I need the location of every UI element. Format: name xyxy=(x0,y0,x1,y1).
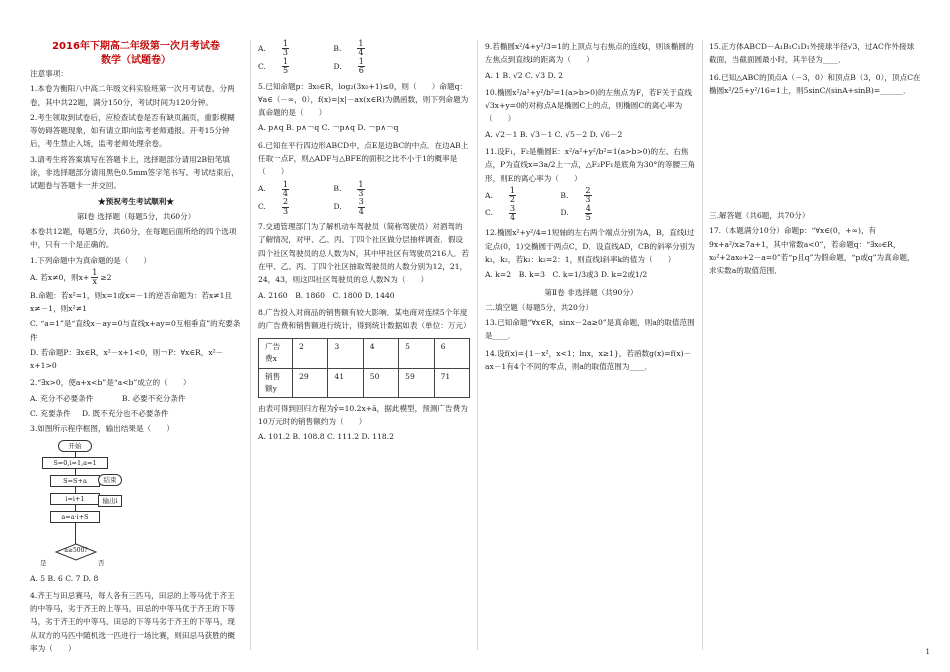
note-3: 3.请考生将答案填写在答题卡上，选择题部分请用2B铅笔填涂，非选择题部分请用黑色0.5mm签字笔书写。考试结束后，试题卷与答题卡一并交回。 xyxy=(30,154,239,191)
table-cell: 2 xyxy=(293,339,328,368)
option-fraction xyxy=(282,181,303,199)
q4-stem-start xyxy=(30,589,242,653)
table-row xyxy=(259,368,470,397)
flowchart xyxy=(36,440,126,566)
q7-stem: 7.交通管理部门为了解机动车驾驶员（简称驾驶员）对酒驾的了解情况，对甲、乙、丙、丁四个社区做分层抽样调查．假设四个社区驾驶员的总人数为N，其中甲社区有驾驶员216人．若在甲、乙、丙、丁四个社区抽取驾驶员的人数分别为12，21，24，43，则这四社区驾驶员的总人数N为（ ） xyxy=(258,222,469,285)
q11-option-c xyxy=(485,205,544,223)
q2-option-c: C. 充要条件 xyxy=(30,408,71,418)
option-label: D. xyxy=(333,61,342,71)
q2-option-a: A. 充分不必要条件 xyxy=(30,393,94,403)
frac-denominator: 3 xyxy=(282,206,289,216)
option-label: D. xyxy=(333,202,342,212)
q6-options xyxy=(258,181,470,217)
q11-option-d xyxy=(560,205,619,223)
column-divider xyxy=(702,40,703,650)
frac-denominator: 3 xyxy=(358,188,364,198)
frac-numerator: 1 xyxy=(282,179,288,189)
q5-stem: 5.已知命题p：∃x₀∈R，log₂(3x₀+1)≤0，则（ ）命题q：∀a∈（－∞，0），f(x)=|x|－ax(x∈R)为偶函数，则下列命题为真命题的是（ ） xyxy=(258,81,469,118)
fill-heading: 二.填空题（每题5分，共20分） xyxy=(485,302,594,312)
option-fraction xyxy=(358,198,379,216)
option-label: C. xyxy=(258,61,266,71)
page-number: 1 xyxy=(925,647,930,656)
q5-options: A. p∧q B. p∧￢q C. ￢p∧q D. ￢p∧￢q xyxy=(258,123,399,133)
flow-output: 输出i xyxy=(98,495,122,508)
q6-option-b xyxy=(333,181,392,199)
flow-end: 结束 xyxy=(98,474,122,487)
option-fraction xyxy=(282,40,303,58)
flow-update: a=a·i+S xyxy=(50,511,100,524)
frac-denominator: 2 xyxy=(509,195,515,205)
frac-denominator: 5 xyxy=(585,212,591,222)
notes-heading: 注意事项： xyxy=(30,69,68,78)
q6-option-d xyxy=(333,198,392,216)
part1-heading: 第Ⅰ卷 选择题（每题5分，共60分） xyxy=(76,211,196,221)
q10-stem: 10.椭圆x²/a²+y²/b²=1(a>b>0)的左焦点为F，若F关于直线√3x+y=0的对称点A是椭圆C上的点，则椭圆C的离心率为（ ） xyxy=(485,87,693,124)
q10-options: A. √2－1 B. √3－1 C. √5－2 D. √6－2 xyxy=(485,129,623,139)
flow-increment: i=i+1 xyxy=(50,493,100,506)
option-fraction xyxy=(282,198,303,216)
frac-numerator: 4 xyxy=(585,203,591,213)
option-label: C. xyxy=(485,208,493,218)
table-cell: 29 xyxy=(293,368,328,397)
q1-option-d: D. 若命题P：∃x∈R，x²－x+1<0，则￢P：∀x∈R，x²－x+1>0 xyxy=(30,347,224,371)
q1-option-a xyxy=(30,269,242,287)
frac-numerator: 1 xyxy=(358,56,364,66)
frac-numerator: 1 xyxy=(282,39,288,48)
frac-denominator: x xyxy=(92,277,98,287)
q12-options: A. k=2 B. k=3 C. k=1/3或3 D. k=2或1/2 xyxy=(485,270,648,280)
part2-heading: 第Ⅱ卷 非选择题（共90分） xyxy=(544,287,638,297)
q16-text: 16.已知△ABC的顶点A（－3，0）和顶点B（3，0），顶点C在椭圆x²/25+y²/16=1上，则5sinC/(sinA+sinB)=______． xyxy=(709,72,921,95)
option-fraction xyxy=(282,58,303,76)
frac-numerator: 3 xyxy=(358,197,364,207)
q11-options xyxy=(485,187,697,223)
frac-numerator: 2 xyxy=(282,197,289,207)
q12-stem: 12.椭圆x²+y²/4=1短轴的左右两个端点分别为A，B，直线l过定点(0，1)交椭圆于两点C，D．设直线AD，CB的斜率分别为k₁，k₂，若k₁：k₂=2：1，则直线l斜率k的值为（ ） xyxy=(485,228,695,264)
q8-stem: 8.广告投入对商品的销售额有较大影响．某电商对连续5个年度的广告费和销售额进行统计，得到统计数据如表（单位：万元） xyxy=(258,307,471,331)
frac-denominator: 4 xyxy=(358,206,364,216)
ad-sales-table xyxy=(258,338,470,398)
table-cell: 50 xyxy=(363,368,398,397)
flow-yes-label: 是 xyxy=(40,558,47,567)
table-header-cell: 广告费x xyxy=(259,339,293,368)
column-divider xyxy=(477,40,478,650)
blank-space xyxy=(709,99,921,209)
q9-stem: 9.若椭圆x²/4+y²/3=1的上顶点与右焦点的连线l，则该椭圆的左焦点到直线l的距离为（ ） xyxy=(485,42,694,65)
option-label: B. xyxy=(333,43,342,53)
title-line-2: 数学（试题卷） xyxy=(101,54,171,66)
flow-condition: a≥500? xyxy=(64,546,88,554)
q8-options: A. 101.2 B. 108.8 C. 111.2 D. 118.2 xyxy=(258,432,394,442)
q4-option-c xyxy=(258,58,317,76)
q2-stem: 2.“∃x>0，使a+x<b”是“a<b”成立的（ ） xyxy=(30,378,191,388)
option-label: B. xyxy=(333,184,342,194)
q2-option-d: D. 既不充分也不必要条件 xyxy=(82,408,169,418)
table-header-cell: 销售额y xyxy=(259,368,293,397)
column-1 xyxy=(30,40,242,653)
flow-sum: S=S+a xyxy=(50,475,100,488)
option-fraction xyxy=(585,205,606,223)
q6-option-a xyxy=(258,181,317,199)
table-cell: 5 xyxy=(399,339,434,368)
frac-numerator: 1 xyxy=(358,179,364,189)
part3-heading: 三.解答题（共6题，共70分） xyxy=(709,211,810,221)
q2-options-cd xyxy=(30,407,242,420)
q4-stem: 4.齐王与田忌赛马，每人各有三匹马，田忌的上等马优于齐王的中等马，劣于齐王的上等马，田忌的中等马优于齐王的下等马，劣于齐王的中等马，田忌的下等马劣于齐王的下等马，现从双方的马匹中随机选一匹进行一场比赛，则田忌马获胜的概率为（ ） xyxy=(30,590,236,653)
q4-option-a xyxy=(258,40,317,58)
q8-after-table: 由表可得到回归方程为ŷ=10.2x+â，据此模型，预测广告费为10万元时的销售额约为（ ） xyxy=(258,403,468,427)
flow-init: S=0,i=1,a=1 xyxy=(42,457,108,470)
q1-a-suffix: ≥2 xyxy=(100,272,112,282)
frac-numerator: 1 xyxy=(92,267,98,277)
column-4 xyxy=(709,40,921,280)
q2-options-ab xyxy=(30,392,242,405)
q4-options xyxy=(258,40,470,76)
q11-option-a xyxy=(485,187,544,205)
note-2: 2.考生领取到试卷后，应检查试卷是否有缺页漏页，重影模糊等妨碍答题现象，如有请立即向监考老师通报。开考15分钟后，考生禁止入场，监考老师处理余卷。 xyxy=(30,112,235,149)
note-1: 1.本卷为衡阳八中高二年级文科实验班第一次月考试卷，分两卷，其中共22题，满分150分，考试时间为120分钟。 xyxy=(30,84,235,107)
q6-option-c xyxy=(258,198,317,216)
table-cell: 41 xyxy=(328,368,363,397)
table-cell: 3 xyxy=(328,339,363,368)
option-label: C. xyxy=(258,202,266,212)
q1-a-prefix: A. 若x≠0，则x+ xyxy=(30,272,90,282)
frac-numerator: 2 xyxy=(585,185,591,195)
option-fraction xyxy=(584,187,605,205)
q1-a-fraction xyxy=(91,269,98,287)
column-2 xyxy=(258,40,470,446)
q1-option-c: C. “a=1”是“直线x－ay=0与直线x+ay=0互相垂直”的充要条件 xyxy=(30,319,241,342)
option-label: A. xyxy=(485,190,493,200)
option-fraction xyxy=(357,40,378,58)
q17-text: 17.（本题满分10分）命题p：“∀x∈(0，+∞)，有9x+a²/x≥7a+1，其中常数a<0”，若命题q：“∃x₀∈R，x₀²+2ax₀+2－a=0”若“p且q”为假命题，“p或q”为真命题，求实数a的取值范围． xyxy=(709,226,915,276)
column-divider xyxy=(250,40,251,650)
table-cell: 71 xyxy=(434,368,469,397)
q6-stem: 6.已知在平行四边形ABCD中，点E是边BC的中点．在边AB上任取一点F，则△ADF与△BFE的面积之比不小于1的概率是（ ） xyxy=(258,140,469,177)
q14-text-start xyxy=(485,347,697,375)
table-cell: 6 xyxy=(434,339,469,368)
wish-text: ★预祝考生考试顺利★ xyxy=(98,196,174,206)
q13-text: 13.已知命题“∀x∈R，sinx－2a≥0”是真命题，则a的取值范围是____． xyxy=(485,318,695,341)
q3-stem: 3.如图所示程序框图，输出结果是（ ） xyxy=(30,424,174,434)
q2-option-b: B. 必要不充分条件 xyxy=(122,393,186,403)
q1-stem: 1.下列命题中为真命题的是（ ） xyxy=(30,255,152,265)
frac-denominator: 4 xyxy=(282,188,288,198)
frac-denominator: 6 xyxy=(358,66,364,76)
part1-intro: 本卷共12题，每题5分，共60分，在每题后面所给的四个选项中，只有一个是正确的。 xyxy=(30,227,237,250)
q4-option-d xyxy=(333,58,392,76)
frac-numerator: 1 xyxy=(358,39,364,48)
exam-title xyxy=(30,40,242,67)
option-fraction xyxy=(357,181,378,199)
flow-no-label: 否 xyxy=(98,558,105,567)
table-cell: 4 xyxy=(363,339,398,368)
column-3 xyxy=(485,40,697,377)
frac-numerator: 3 xyxy=(509,203,516,213)
frac-denominator: 3 xyxy=(585,195,591,205)
frac-numerator: 1 xyxy=(282,56,289,66)
option-fraction xyxy=(358,58,379,76)
q14-text: 14.设f(x)={1－x²，x<1；lnx，x≥1}，若函数g(x)=f(x)－ax－1有4个不同的零点，则a的取值范围为____． xyxy=(485,348,692,371)
option-fraction xyxy=(509,205,530,223)
option-label: D. xyxy=(560,208,569,218)
q9-options: A. 1 B. √2 C. √3 D. 2 xyxy=(485,70,563,80)
q15-text: 15.正方体ABCD－A₁B₁C₁D₁外接球半径√3，过AC作外接球截面，当截面圆最小时，其半径为____． xyxy=(709,42,915,65)
flow-arrow xyxy=(75,523,76,544)
option-fraction xyxy=(509,187,530,205)
q7-options: A. 2160 B. 1860 C. 1800 D. 1440 xyxy=(258,290,395,300)
frac-denominator: 4 xyxy=(358,48,364,58)
flow-start: 开始 xyxy=(58,440,92,453)
table-row xyxy=(259,339,470,368)
q11-option-b xyxy=(560,187,619,205)
q3-options: A. 5 B. 6 C. 7 D. 8 xyxy=(30,573,99,583)
frac-numerator: 1 xyxy=(509,185,515,195)
frac-denominator: 5 xyxy=(282,66,289,76)
frac-denominator: 3 xyxy=(282,48,288,58)
option-label: B. xyxy=(560,190,569,200)
q11-stem: 11.设F₁，F₂是椭圆E：x²/a²+y²/b²=1(a>b>0)的左、右焦点，P为直线x=3a/2上一点，△F₂PF₁是底角为30°的等腰三角形，则E的离心率为（ ） xyxy=(485,146,696,183)
q1-option-b: B.命题：若x²=1，则x=1或x=－1的逆否命题为：若x≠1且x≠－1，则x²≠1 xyxy=(30,290,233,313)
option-label: A. xyxy=(258,43,266,53)
table-cell: 59 xyxy=(399,368,434,397)
frac-denominator: 4 xyxy=(509,212,516,222)
q4-option-b xyxy=(333,40,392,58)
option-label: A. xyxy=(258,184,266,194)
title-line-1: 2016年下期高二年级第一次月考试卷 xyxy=(52,41,220,52)
